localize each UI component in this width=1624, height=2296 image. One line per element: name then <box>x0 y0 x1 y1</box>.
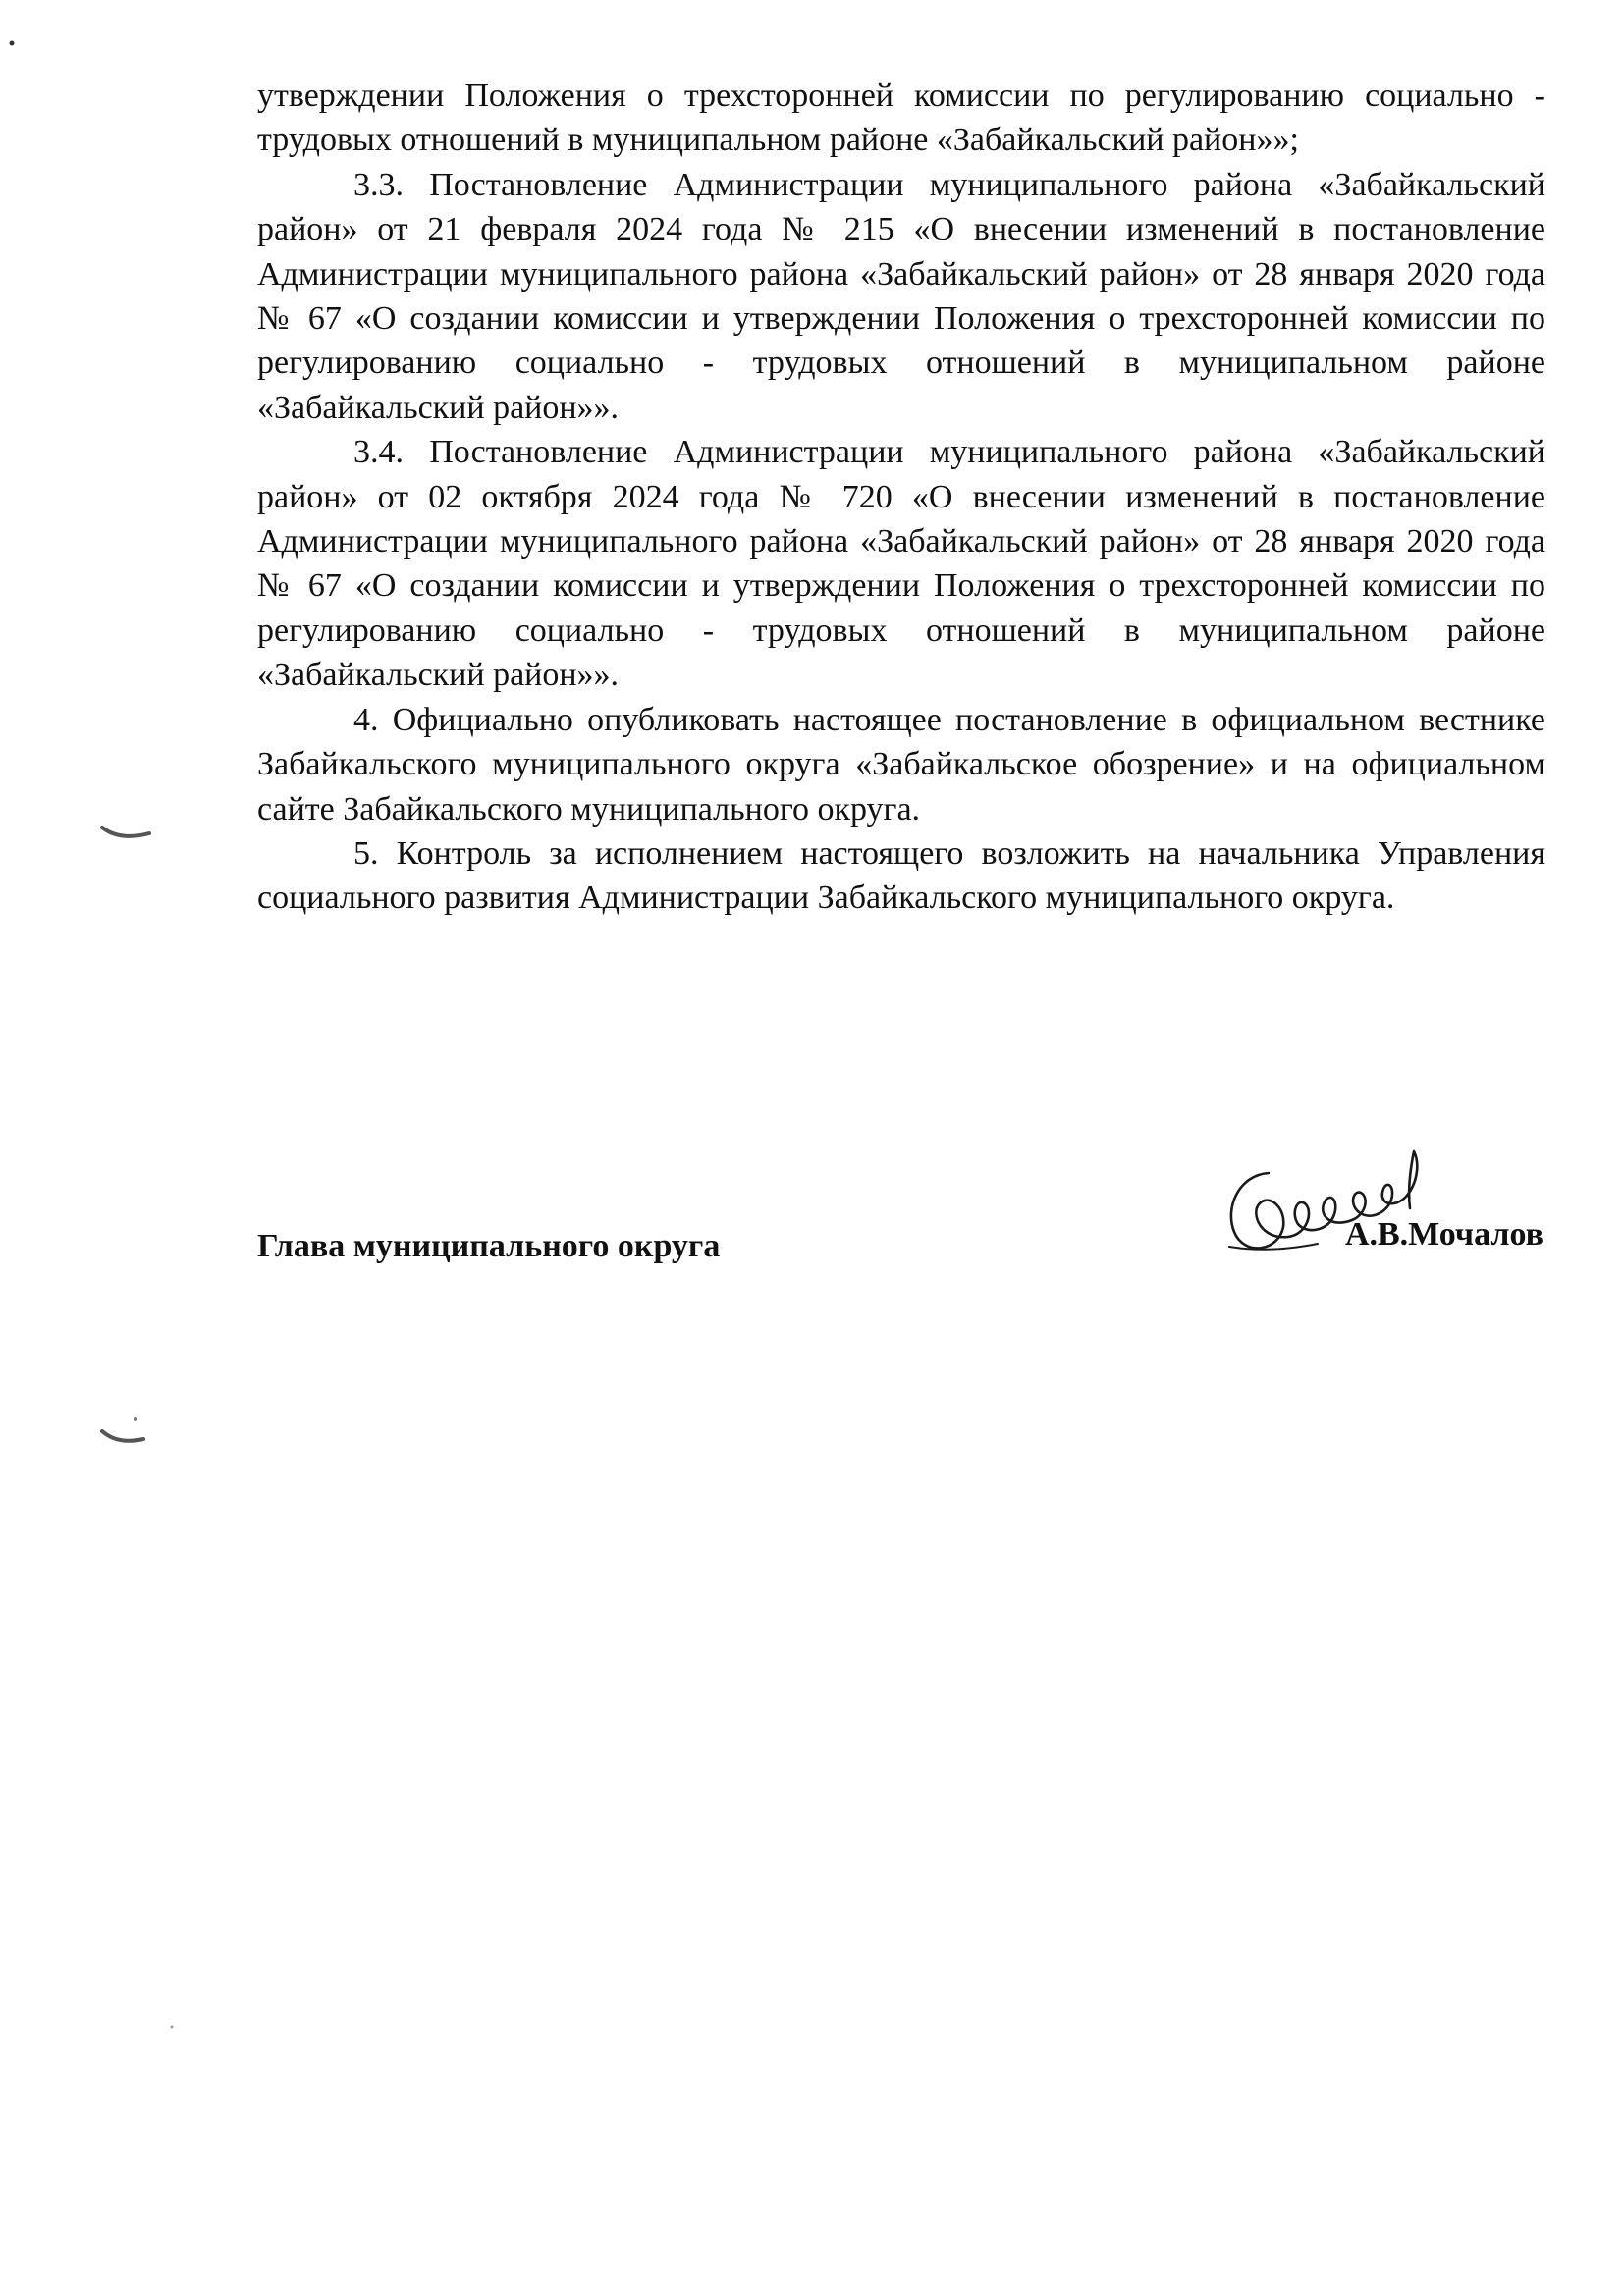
signature-block <box>257 1202 1545 1340</box>
scan-speck-bottom <box>169 2024 175 2030</box>
scan-mark-top-left <box>8 39 16 47</box>
paragraph-continuation: утверждении Положения о трехсторонней комиссии по регулированию социально - трудовых отношений в муниципальном районе «Забайкальский район»»; <box>257 78 1545 159</box>
scan-mark-hole-lower <box>96 1414 155 1453</box>
paragraph-item-3-3: 3.3. Постановление Администрации муниципального района «Забайкальский район» от 21 февраля 2024 года № 215 «О внесении изменений в постановление Администрации муниципального района «Забайкальский район» от 28 января 2020 года № 67 «О создании комиссии и утверждении Положения о трехсторонней комиссии по регулированию социально - трудовых отношений в муниципальном районе «Забайкальский район»». <box>257 166 1545 426</box>
document-body <box>257 74 1545 921</box>
signatory-name: А.В.Мочалов <box>1344 1216 1543 1253</box>
paragraph-item-3-4: 3.4. Постановление Администрации муниципального района «Забайкальский район» от 02 октября 2024 года № 720 «О внесении изменений в постановление Администрации муниципального района «Забайкальский район» от 28 января 2020 года № 67 «О создании комиссии и утверждении Положения о трехсторонней комиссии по регулированию социально - трудовых отношений в муниципальном районе «Забайкальский район»». <box>257 434 1545 694</box>
signatory-role: Глава муниципального округа <box>257 1228 721 1264</box>
paragraph-item-5: 5. Контроль за исполнением настоящего возложить на начальника Управления социального развития Администрации Забайкальского муниципального округа. <box>257 834 1545 917</box>
paragraph-item-4: 4. Официально опубликовать настоящее постановление в официальном вестнике Забайкальского муниципального округа «Забайкальское обозрение» и на официальном сайте Забайкальского муниципального округа. <box>257 701 1545 828</box>
scan-mark-hole-upper <box>98 820 157 849</box>
